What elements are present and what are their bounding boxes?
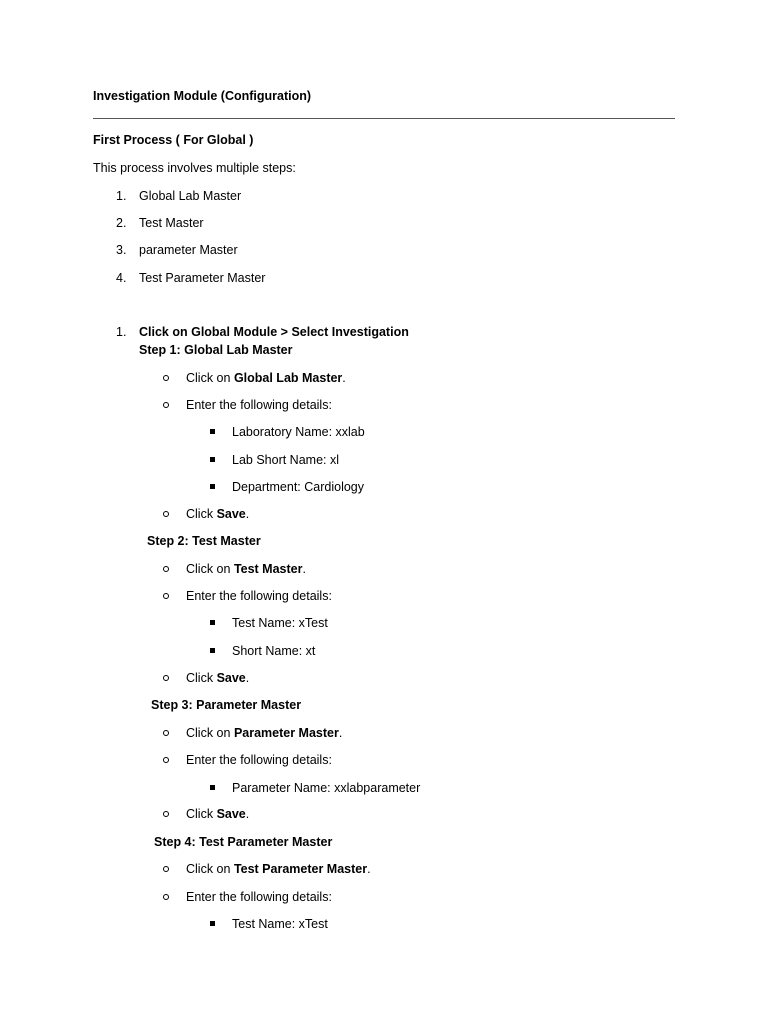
list-number: 3. — [116, 243, 127, 257]
instruction-text: Click — [186, 507, 217, 521]
square-bullet-icon — [210, 429, 215, 434]
square-bullet-icon — [210, 457, 215, 462]
hollow-bullet-icon — [163, 566, 169, 572]
instruction-text: Click — [186, 671, 217, 685]
instruction-target: Test Parameter Master — [233, 862, 368, 876]
step-heading: Step 2: Test Master — [147, 534, 261, 548]
save-label: Save — [216, 807, 246, 821]
detail-item: Test Name: xTest — [232, 616, 328, 630]
list-number: 2. — [116, 216, 127, 230]
save-instruction — [186, 670, 249, 686]
hollow-bullet-icon — [163, 866, 169, 872]
step-heading: Step 3: Parameter Master — [151, 698, 302, 712]
hollow-bullet-icon — [163, 402, 169, 408]
hollow-bullet-icon — [163, 894, 169, 900]
enter-instruction: Enter the following details: — [186, 398, 332, 412]
hollow-bullet-icon — [163, 730, 169, 736]
intro-text: This process involves multiple steps: — [93, 161, 296, 175]
click-instruction — [186, 725, 342, 741]
hollow-bullet-icon — [163, 675, 169, 681]
instruction-suffix: . — [367, 862, 371, 876]
hollow-bullet-icon — [163, 511, 169, 517]
save-instruction — [186, 506, 249, 522]
instruction-suffix: . — [245, 507, 250, 521]
title-divider — [93, 118, 675, 119]
instruction-text: Click on — [186, 562, 234, 576]
instruction-target: Global Lab Master — [233, 371, 343, 385]
square-bullet-icon — [210, 785, 215, 790]
document-title: Investigation Module (Configuration) — [93, 89, 312, 103]
list-number: 1. — [116, 189, 127, 203]
instruction-suffix: . — [245, 807, 250, 821]
detail-item: Test Name: xTest — [232, 917, 328, 931]
square-bullet-icon — [210, 620, 215, 625]
enter-instruction: Enter the following details: — [186, 753, 332, 767]
save-label: Save — [216, 671, 246, 685]
instruction-text: Click on — [186, 726, 234, 740]
square-bullet-icon — [210, 484, 215, 489]
list-number: 1. — [116, 325, 127, 339]
enter-instruction: Enter the following details: — [186, 589, 332, 603]
click-instruction — [186, 370, 346, 386]
instruction-text: Click on — [186, 371, 234, 385]
detail-item: Laboratory Name: xxlab — [232, 425, 365, 439]
list-item: Global Lab Master — [139, 189, 242, 203]
list-item: Test Parameter Master — [139, 271, 266, 285]
enter-instruction: Enter the following details: — [186, 890, 332, 904]
hollow-bullet-icon — [163, 757, 169, 763]
save-instruction — [186, 806, 249, 822]
click-instruction — [186, 561, 306, 577]
instruction-target: Parameter Master — [233, 726, 339, 740]
save-label: Save — [216, 507, 246, 521]
hollow-bullet-icon — [163, 811, 169, 817]
instruction-target: Test Master — [233, 562, 303, 576]
list-item: parameter Master — [139, 243, 238, 257]
main-instruction: Click on Global Module > Select Investigation — [139, 325, 409, 339]
click-instruction — [186, 861, 371, 877]
instruction-text: Click on — [186, 862, 234, 876]
step-heading: Step 4: Test Parameter Master — [154, 835, 333, 849]
instruction-suffix: . — [245, 671, 250, 685]
instruction-text: Click — [186, 807, 217, 821]
detail-item: Department: Cardiology — [232, 480, 365, 494]
detail-item: Parameter Name: xxlabparameter — [232, 781, 421, 795]
list-item: Test Master — [139, 216, 204, 230]
step-heading: Step 1: Global Lab Master — [139, 343, 293, 357]
instruction-suffix: . — [338, 726, 343, 740]
detail-item: Short Name: xt — [232, 644, 316, 658]
square-bullet-icon — [210, 921, 215, 926]
hollow-bullet-icon — [163, 593, 169, 599]
list-number: 4. — [116, 271, 127, 285]
instruction-suffix: . — [302, 562, 306, 576]
square-bullet-icon — [210, 648, 215, 653]
hollow-bullet-icon — [163, 375, 169, 381]
instruction-suffix: . — [342, 371, 346, 385]
section-heading: First Process ( For Global ) — [93, 133, 254, 147]
detail-item: Lab Short Name: xl — [232, 453, 339, 467]
